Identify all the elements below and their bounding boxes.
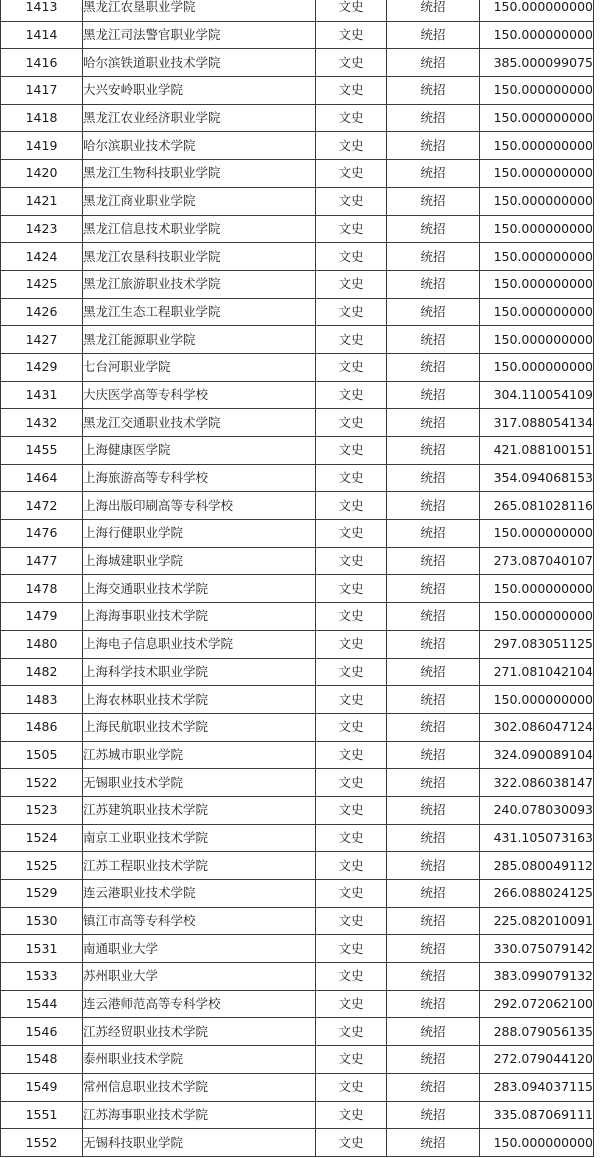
subject-cell: 文史 <box>316 852 387 880</box>
table-row <box>1 270 594 298</box>
table-row <box>1 852 594 880</box>
school-name-cell: 无锡职业技术学院 <box>83 769 316 797</box>
table-row <box>1 520 594 548</box>
table-row <box>1 215 594 243</box>
table-row <box>1 686 594 714</box>
table-row <box>1 907 594 935</box>
school-name-cell: 黑龙江旅游职业技术学院 <box>83 270 316 298</box>
subject-cell: 文史 <box>316 880 387 908</box>
score-cell: 297.083051125 <box>480 630 594 658</box>
score-cell: 421.088100151 <box>480 437 594 465</box>
batch-cell: 统招 <box>387 907 480 935</box>
subject-cell: 文史 <box>316 907 387 935</box>
school-code-cell: 1432 <box>1 409 83 437</box>
table-row <box>1 547 594 575</box>
table-row <box>1 824 594 852</box>
score-cell: 150.000000000 <box>480 326 594 354</box>
batch-cell: 统招 <box>387 132 480 160</box>
batch-cell: 统招 <box>387 160 480 188</box>
table-row <box>1 658 594 686</box>
table-row <box>1 381 594 409</box>
school-code-cell: 1417 <box>1 77 83 105</box>
school-code-cell: 1482 <box>1 658 83 686</box>
batch-cell: 统招 <box>387 575 480 603</box>
batch-cell: 统招 <box>387 77 480 105</box>
score-cell: 271.081042104 <box>480 658 594 686</box>
score-cell: 335.087069111 <box>480 1101 594 1129</box>
batch-cell: 统招 <box>387 464 480 492</box>
score-cell: 150.000000000 <box>480 575 594 603</box>
score-cell: 150.000000000 <box>480 132 594 160</box>
table-row <box>1 1073 594 1101</box>
batch-cell: 统招 <box>387 935 480 963</box>
school-code-cell: 1477 <box>1 547 83 575</box>
batch-cell: 统招 <box>387 686 480 714</box>
school-name-cell: 无锡科技职业学院 <box>83 1129 316 1157</box>
score-cell: 272.079044120 <box>480 1046 594 1074</box>
score-cell: 265.081028116 <box>480 492 594 520</box>
batch-cell: 统招 <box>387 1073 480 1101</box>
school-name-cell: 江苏工程职业技术学院 <box>83 852 316 880</box>
school-name-cell: 黑龙江农业经济职业学院 <box>83 104 316 132</box>
school-name-cell: 黑龙江商业职业学院 <box>83 187 316 215</box>
score-cell: 150.000000000 <box>480 187 594 215</box>
school-code-cell: 1424 <box>1 243 83 271</box>
school-name-cell: 黑龙江交通职业技术学院 <box>83 409 316 437</box>
subject-cell: 文史 <box>316 132 387 160</box>
batch-cell: 统招 <box>387 437 480 465</box>
batch-cell: 统招 <box>387 298 480 326</box>
school-code-cell: 1522 <box>1 769 83 797</box>
subject-cell: 文史 <box>316 437 387 465</box>
batch-cell: 统招 <box>387 990 480 1018</box>
score-cell: 225.082010091 <box>480 907 594 935</box>
school-code-cell: 1420 <box>1 160 83 188</box>
score-cell: 150.000000000 <box>480 270 594 298</box>
subject-cell: 文史 <box>316 547 387 575</box>
score-cell: 150.000000000 <box>480 298 594 326</box>
subject-cell: 文史 <box>316 1101 387 1129</box>
table-row <box>1 1101 594 1129</box>
school-code-cell: 1480 <box>1 630 83 658</box>
batch-cell: 统招 <box>387 769 480 797</box>
school-name-cell: 黑龙江信息技术职业学院 <box>83 215 316 243</box>
school-code-cell: 1426 <box>1 298 83 326</box>
school-name-cell: 上海交通职业技术学院 <box>83 575 316 603</box>
batch-cell: 统招 <box>387 326 480 354</box>
score-cell: 288.079056135 <box>480 1018 594 1046</box>
school-code-cell: 1548 <box>1 1046 83 1074</box>
subject-cell: 文史 <box>316 686 387 714</box>
school-name-cell: 黑龙江生态工程职业学院 <box>83 298 316 326</box>
score-cell: 304.110054109 <box>480 381 594 409</box>
subject-cell: 文史 <box>316 658 387 686</box>
batch-cell: 统招 <box>387 49 480 77</box>
batch-cell: 统招 <box>387 215 480 243</box>
score-cell: 292.072062100 <box>480 990 594 1018</box>
batch-cell: 统招 <box>387 547 480 575</box>
subject-cell: 文史 <box>316 104 387 132</box>
table-row <box>1 187 594 215</box>
table-row <box>1 298 594 326</box>
table-row <box>1 77 594 105</box>
subject-cell: 文史 <box>316 243 387 271</box>
subject-cell: 文史 <box>316 492 387 520</box>
batch-cell: 统招 <box>387 852 480 880</box>
table-row <box>1 492 594 520</box>
school-name-cell: 镇江市高等专科学校 <box>83 907 316 935</box>
subject-cell: 文史 <box>316 630 387 658</box>
school-code-cell: 1551 <box>1 1101 83 1129</box>
school-code-cell: 1524 <box>1 824 83 852</box>
school-code-cell: 1533 <box>1 963 83 991</box>
batch-cell: 统招 <box>387 381 480 409</box>
school-name-cell: 江苏海事职业技术学院 <box>83 1101 316 1129</box>
school-name-cell: 连云港师范高等专科学校 <box>83 990 316 1018</box>
table-row <box>1 963 594 991</box>
subject-cell: 文史 <box>316 1129 387 1157</box>
batch-cell: 统招 <box>387 796 480 824</box>
score-cell: 266.088024125 <box>480 880 594 908</box>
school-name-cell: 南通职业大学 <box>83 935 316 963</box>
batch-cell: 统招 <box>387 824 480 852</box>
batch-cell: 统招 <box>387 409 480 437</box>
batch-cell: 统招 <box>387 630 480 658</box>
school-code-cell: 1427 <box>1 326 83 354</box>
table-row <box>1 21 594 49</box>
school-code-cell: 1530 <box>1 907 83 935</box>
school-name-cell: 江苏经贸职业技术学院 <box>83 1018 316 1046</box>
table-body <box>1 0 594 1156</box>
school-code-cell: 1464 <box>1 464 83 492</box>
subject-cell: 文史 <box>316 160 387 188</box>
subject-cell: 文史 <box>316 353 387 381</box>
table-row <box>1 104 594 132</box>
school-name-cell: 南京工业职业技术学院 <box>83 824 316 852</box>
subject-cell: 文史 <box>316 963 387 991</box>
school-code-cell: 1413 <box>1 0 83 21</box>
subject-cell: 文史 <box>316 990 387 1018</box>
score-cell: 150.000000000 <box>480 215 594 243</box>
batch-cell: 统招 <box>387 353 480 381</box>
batch-cell: 统招 <box>387 713 480 741</box>
school-name-cell: 江苏城市职业学院 <box>83 741 316 769</box>
school-name-cell: 上海海事职业技术学院 <box>83 603 316 631</box>
table-row <box>1 935 594 963</box>
table-row <box>1 880 594 908</box>
school-code-cell: 1472 <box>1 492 83 520</box>
score-cell: 240.078030093 <box>480 796 594 824</box>
school-name-cell: 黑龙江司法警官职业学院 <box>83 21 316 49</box>
batch-cell: 统招 <box>387 963 480 991</box>
school-code-cell: 1531 <box>1 935 83 963</box>
subject-cell: 文史 <box>316 769 387 797</box>
batch-cell: 统招 <box>387 1018 480 1046</box>
score-cell: 150.000000000 <box>480 1129 594 1157</box>
score-cell: 283.094037115 <box>480 1073 594 1101</box>
school-name-cell: 上海电子信息职业技术学院 <box>83 630 316 658</box>
school-code-cell: 1423 <box>1 215 83 243</box>
subject-cell: 文史 <box>316 77 387 105</box>
table-row <box>1 575 594 603</box>
score-cell: 330.075079142 <box>480 935 594 963</box>
score-cell: 150.000000000 <box>480 77 594 105</box>
school-code-cell: 1552 <box>1 1129 83 1157</box>
school-name-cell: 泰州职业技术学院 <box>83 1046 316 1074</box>
school-code-cell: 1483 <box>1 686 83 714</box>
batch-cell: 统招 <box>387 0 480 21</box>
school-name-cell: 连云港职业技术学院 <box>83 880 316 908</box>
school-name-cell: 常州信息职业技术学院 <box>83 1073 316 1101</box>
table-row <box>1 741 594 769</box>
subject-cell: 文史 <box>316 1046 387 1074</box>
batch-cell: 统招 <box>387 1129 480 1157</box>
school-name-cell: 上海城建职业学院 <box>83 547 316 575</box>
school-code-cell: 1421 <box>1 187 83 215</box>
school-name-cell: 哈尔滨铁道职业技术学院 <box>83 49 316 77</box>
table-row <box>1 1129 594 1157</box>
school-name-cell: 黑龙江农垦科技职业学院 <box>83 243 316 271</box>
school-name-cell: 黑龙江能源职业学院 <box>83 326 316 354</box>
score-cell: 150.000000000 <box>480 21 594 49</box>
batch-cell: 统招 <box>387 187 480 215</box>
table-row <box>1 437 594 465</box>
score-cell: 150.000000000 <box>480 160 594 188</box>
table-row <box>1 630 594 658</box>
subject-cell: 文史 <box>316 298 387 326</box>
score-cell: 150.000000000 <box>480 686 594 714</box>
school-code-cell: 1549 <box>1 1073 83 1101</box>
score-cell: 383.099079132 <box>480 963 594 991</box>
subject-cell: 文史 <box>316 326 387 354</box>
subject-cell: 文史 <box>316 520 387 548</box>
batch-cell: 统招 <box>387 741 480 769</box>
school-code-cell: 1486 <box>1 713 83 741</box>
school-name-cell: 江苏建筑职业技术学院 <box>83 796 316 824</box>
table-row <box>1 1018 594 1046</box>
score-cell: 431.105073163 <box>480 824 594 852</box>
batch-cell: 统招 <box>387 520 480 548</box>
school-code-cell: 1546 <box>1 1018 83 1046</box>
school-name-cell: 上海行健职业学院 <box>83 520 316 548</box>
school-code-cell: 1529 <box>1 880 83 908</box>
batch-cell: 统招 <box>387 1046 480 1074</box>
batch-cell: 统招 <box>387 243 480 271</box>
school-name-cell: 大庆医学高等专科学校 <box>83 381 316 409</box>
school-code-cell: 1419 <box>1 132 83 160</box>
school-name-cell: 哈尔滨职业技术学院 <box>83 132 316 160</box>
subject-cell: 文史 <box>316 409 387 437</box>
table-row <box>1 1046 594 1074</box>
table-row <box>1 713 594 741</box>
batch-cell: 统招 <box>387 270 480 298</box>
score-cell: 150.000000000 <box>480 243 594 271</box>
table-row <box>1 160 594 188</box>
score-cell: 150.000000000 <box>480 603 594 631</box>
school-name-cell: 上海出版印刷高等专科学校 <box>83 492 316 520</box>
school-code-cell: 1478 <box>1 575 83 603</box>
school-name-cell: 大兴安岭职业学院 <box>83 77 316 105</box>
subject-cell: 文史 <box>316 824 387 852</box>
table-row <box>1 464 594 492</box>
score-cell: 273.087040107 <box>480 547 594 575</box>
subject-cell: 文史 <box>316 270 387 298</box>
school-name-cell: 黑龙江农垦职业学院 <box>83 0 316 21</box>
subject-cell: 文史 <box>316 603 387 631</box>
subject-cell: 文史 <box>316 796 387 824</box>
batch-cell: 统招 <box>387 880 480 908</box>
school-code-cell: 1476 <box>1 520 83 548</box>
score-cell: 324.090089104 <box>480 741 594 769</box>
school-code-cell: 1455 <box>1 437 83 465</box>
score-cell: 385.000099075 <box>480 49 594 77</box>
table-row <box>1 603 594 631</box>
school-code-cell: 1505 <box>1 741 83 769</box>
subject-cell: 文史 <box>316 713 387 741</box>
subject-cell: 文史 <box>316 1073 387 1101</box>
batch-cell: 统招 <box>387 603 480 631</box>
table-row <box>1 326 594 354</box>
subject-cell: 文史 <box>316 935 387 963</box>
school-code-cell: 1431 <box>1 381 83 409</box>
score-cell: 322.086038147 <box>480 769 594 797</box>
school-name-cell: 七台河职业学院 <box>83 353 316 381</box>
score-cell: 354.094068153 <box>480 464 594 492</box>
school-name-cell: 上海民航职业技术学院 <box>83 713 316 741</box>
batch-cell: 统招 <box>387 104 480 132</box>
subject-cell: 文史 <box>316 0 387 21</box>
school-name-cell: 上海科学技术职业学院 <box>83 658 316 686</box>
table-row <box>1 132 594 160</box>
subject-cell: 文史 <box>316 215 387 243</box>
school-code-cell: 1429 <box>1 353 83 381</box>
score-cell: 285.080049112 <box>480 852 594 880</box>
subject-cell: 文史 <box>316 187 387 215</box>
score-cell: 150.000000000 <box>480 353 594 381</box>
subject-cell: 文史 <box>316 575 387 603</box>
school-code-cell: 1425 <box>1 270 83 298</box>
school-code-cell: 1544 <box>1 990 83 1018</box>
subject-cell: 文史 <box>316 21 387 49</box>
score-cell: 150.000000000 <box>480 104 594 132</box>
table-row <box>1 796 594 824</box>
subject-cell: 文史 <box>316 49 387 77</box>
school-name-cell: 上海农林职业技术学院 <box>83 686 316 714</box>
batch-cell: 统招 <box>387 21 480 49</box>
table-row <box>1 243 594 271</box>
school-name-cell: 苏州职业大学 <box>83 963 316 991</box>
school-name-cell: 上海健康医学院 <box>83 437 316 465</box>
subject-cell: 文史 <box>316 741 387 769</box>
school-code-cell: 1523 <box>1 796 83 824</box>
batch-cell: 统招 <box>387 1101 480 1129</box>
table-row <box>1 0 594 21</box>
table-row <box>1 409 594 437</box>
school-name-cell: 上海旅游高等专科学校 <box>83 464 316 492</box>
score-cell: 317.088054134 <box>480 409 594 437</box>
school-name-cell: 黑龙江生物科技职业学院 <box>83 160 316 188</box>
score-cell: 150.000000000 <box>480 520 594 548</box>
school-code-cell: 1479 <box>1 603 83 631</box>
table-row <box>1 990 594 1018</box>
table-row <box>1 769 594 797</box>
school-code-cell: 1525 <box>1 852 83 880</box>
school-code-cell: 1418 <box>1 104 83 132</box>
table-row <box>1 353 594 381</box>
score-cell: 302.086047124 <box>480 713 594 741</box>
subject-cell: 文史 <box>316 381 387 409</box>
table-row <box>1 49 594 77</box>
batch-cell: 统招 <box>387 658 480 686</box>
school-code-cell: 1416 <box>1 49 83 77</box>
subject-cell: 文史 <box>316 1018 387 1046</box>
subject-cell: 文史 <box>316 464 387 492</box>
school-code-cell: 1414 <box>1 21 83 49</box>
score-cell: 150.000000000 <box>480 0 594 21</box>
batch-cell: 统招 <box>387 492 480 520</box>
